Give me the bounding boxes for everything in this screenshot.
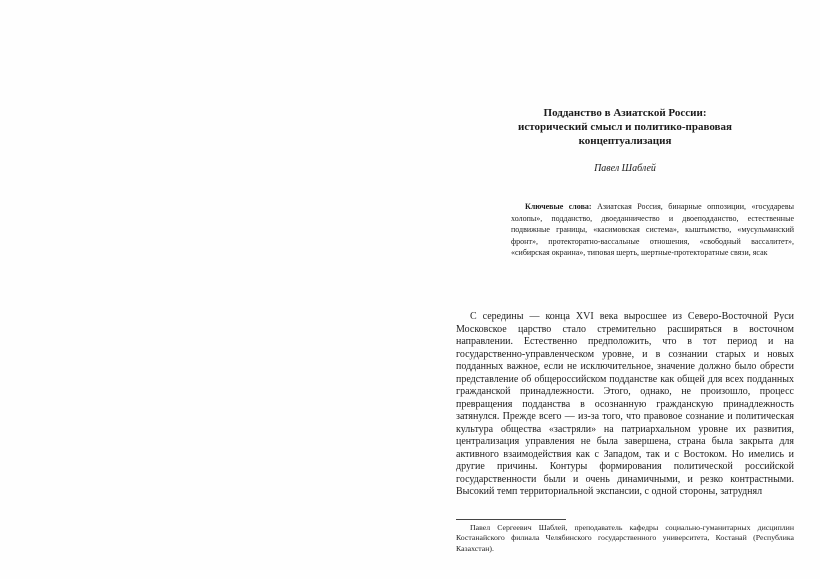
footnote-divider	[456, 519, 566, 520]
keywords-text: Азиатская Россия, бинарные оппозиции, «государевы холопы», подданство, двоеданничество и двоеподданство, естественные подвижные границы, «касимовская система», кыштымство, «мусульманский фронт», протекторатно-вассальные отношения, «свободный вассалитет», «сибирская окраина», типовая шерть, шертные-протекторатные связи, ясак	[511, 202, 795, 258]
title-line-2: исторический смысл и политико-правовая	[518, 121, 732, 133]
keywords-label: Ключевые слова:	[525, 202, 592, 211]
article-title	[456, 106, 794, 148]
title-line-1: Подданство в Азиатской России:	[543, 107, 707, 119]
footnote-text: Павел Сергеевич Шаблей, преподаватель кафедры социально-гуманитарных дисциплин Костанайского филиала Челябинского государственного университета, Костанай (Республика Казахстан).	[456, 523, 794, 553]
keywords-block	[511, 201, 794, 259]
body-paragraph: С середины — конца XVI века выросшее из Северо-Восточной Руси Московское царство стало стремительно расширяться в восточном направлении. Естественно предположить, что в тот период и на государственно-управленческом уровне, и в сознании старых и новых подданных важное, если не исключительное, значение должно было обрести представление об общероссийском подданстве как общей для всех подданных гражданской принадлежности. Этого, однако, не произошло, процесс превращения подданства в осознанную гражданскую принадлежность затянулся. Прежде всего — из-за того, что правовое сознание и политическая культура общества «застряли» на патриархальном уровне их развития, централизация управления не была завершена, страна была закрыта для активного взаимодействия как с Западом, так и с Востоком. Но имелись и другие причины. Контуры формирования политической российской государственности были и очень динамичными, и резко контрастными. Высокий темп территориальной экспансии, с одной стороны, затруднял	[456, 311, 794, 497]
article-author: Павел Шаблей	[594, 163, 656, 174]
title-line-3: концептуализация	[578, 135, 672, 147]
